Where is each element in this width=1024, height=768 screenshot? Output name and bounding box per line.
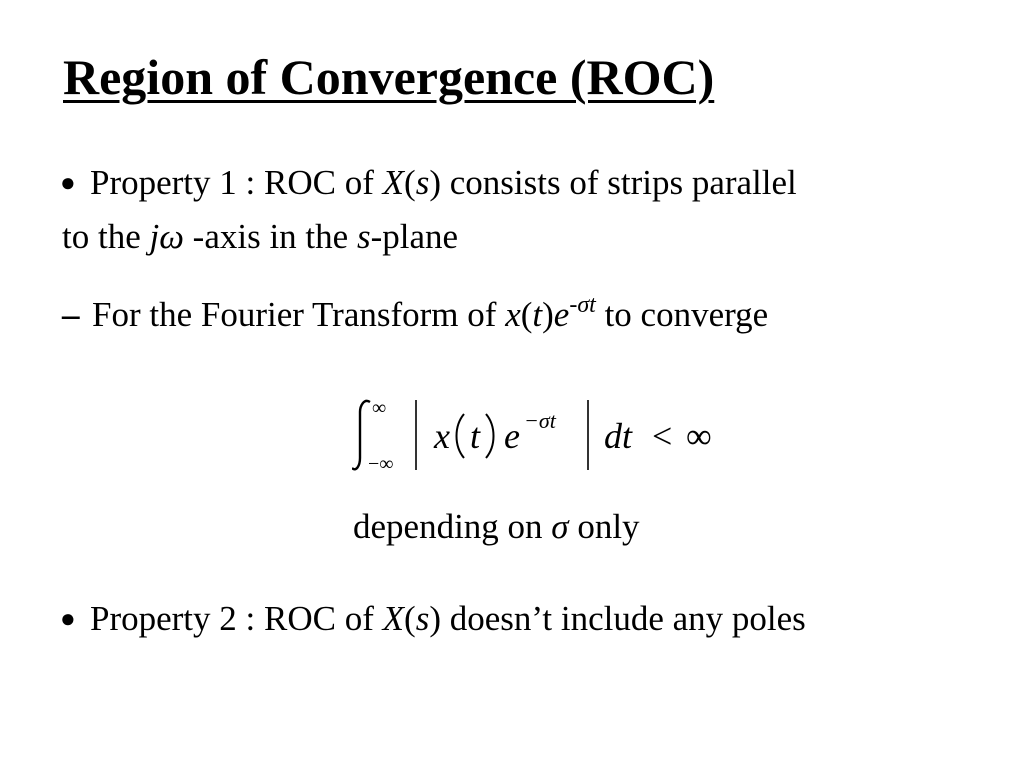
sub-bullet-fourier [62,294,768,336]
bullet-icon: ● [60,168,76,197]
property-1-label: Property 1 : ROC of [90,163,383,202]
math-exponent: -σt [569,292,596,318]
integral-upper-limit: ∞ [372,397,387,419]
paren-open: ( [404,599,416,638]
property-1-line-2 [62,216,458,258]
math-sigma: σ [551,507,569,546]
math-s-plane: s [356,217,371,256]
property-1-text-a: to the [62,217,150,256]
eq-infinity: ∞ [686,416,712,456]
depending-text-a: depending on [353,507,552,546]
property-2-rest: doesn’t include any poles [440,599,806,638]
eq-exponent: −σt [524,408,556,433]
sub-bullet-rest: to converge [595,295,769,334]
eq-t: t [470,416,481,456]
eq-x: x [434,416,450,456]
math-s: s [415,599,430,638]
depending-on-sigma [353,506,640,548]
math-s: s [415,163,430,202]
paren-open: ( [404,163,416,202]
big-paren-open [457,414,465,458]
eq-dt: dt [604,416,633,456]
slide-title: Region of Convergence (ROC) [63,49,715,105]
math-x: x [505,295,521,334]
property-1-line-1 [60,162,797,204]
integral-equation [352,396,732,476]
math-jw: jω [149,217,184,256]
math-e: e [553,295,570,334]
paren-close: ) [429,599,441,638]
property-2-label: Property 2 : ROC of [90,599,383,638]
property-2-line [60,598,806,640]
integral-lower-limit: −∞ [368,453,394,475]
paren-close: ) [429,163,441,202]
property-1-text-b: -axis in the [183,217,357,256]
paren-open: ( [520,295,533,334]
eq-less-than: < [652,416,673,456]
depending-text-b: only [568,507,640,546]
big-paren-close [486,414,494,458]
eq-e: e [504,416,520,456]
math-X: X [382,599,405,638]
property-1-text-c: -plane [370,217,459,256]
sub-bullet-text: For the Fourier Transform of [92,295,506,334]
property-1-rest: consists of strips parallel [440,163,797,202]
bullet-icon: ● [60,604,76,633]
math-t: t [532,295,543,334]
paren-close: ) [542,295,554,334]
math-X: X [382,163,405,202]
dash-icon: – [62,295,80,334]
